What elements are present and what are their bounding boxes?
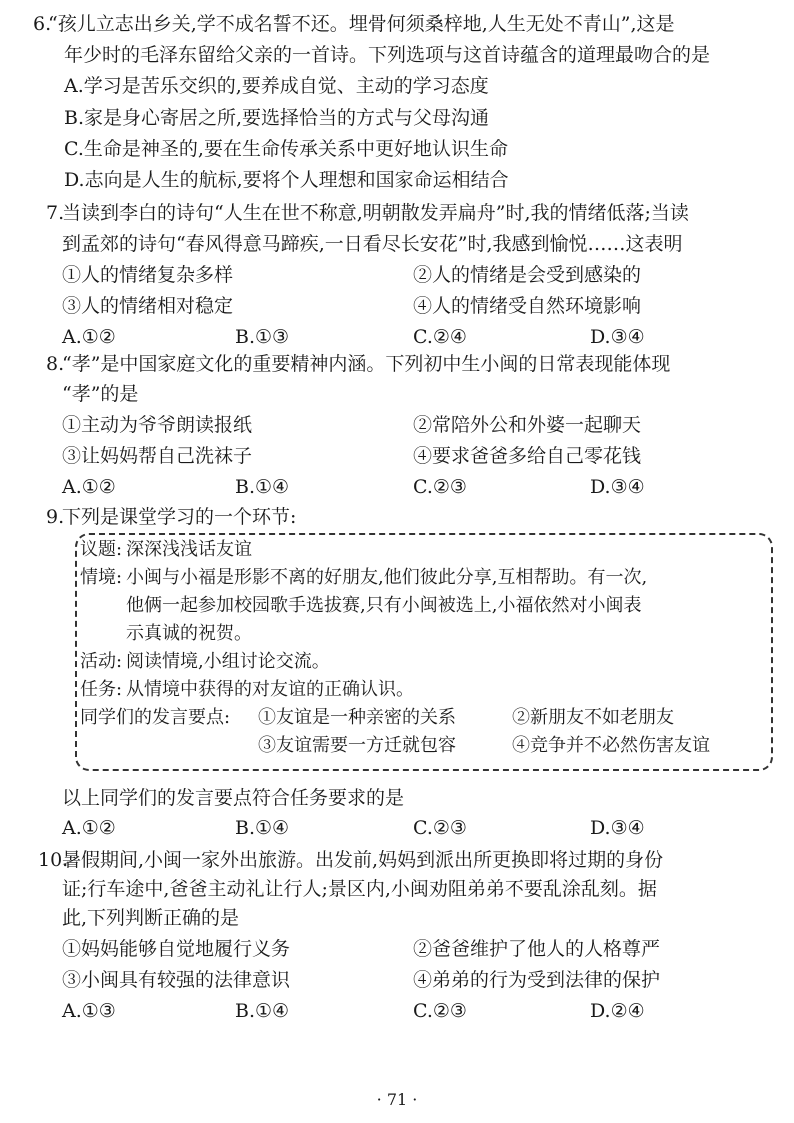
choice-c: C.②③ (413, 817, 467, 839)
choice-b: B.①④ (235, 1000, 290, 1022)
point: ④竞争并不必然伤害友谊 (512, 735, 710, 756)
question-stem: 当读到李白的诗句“人生在世不称意,明朝散发弄扁舟”时,我的情绪低落;当读 (62, 202, 689, 224)
question-stem: “孝”是中国家庭文化的重要精神内涵。下列初中生小闽的日常表现能体现 (62, 353, 671, 375)
choice-b: B.①③ (235, 326, 290, 348)
task-label: 任务: (80, 679, 123, 700)
statement: ①主动为爷爷朗读报纸 (62, 414, 253, 436)
question-stem: “孝”的是 (62, 383, 139, 405)
question-stem: 证;行车途中,爸爸主动礼让行人;景区内,小闽劝阻弟弟不要乱涂乱刻。据 (62, 878, 657, 900)
question-stem: 下列是课堂学习的一个环节: (62, 506, 297, 528)
situation-text: 小闽与小福是形影不离的好朋友,他们彼此分享,互相帮助。有一次, (126, 567, 648, 588)
option-d: D.志向是人生的航标,要将个人理想和国家命运相结合 (64, 169, 509, 191)
points-label: 同学们的发言要点: (80, 707, 231, 728)
choice-c: C.②④ (413, 326, 467, 348)
statement: ③人的情绪相对稳定 (62, 295, 234, 317)
point: ②新朋友不如老朋友 (512, 707, 674, 728)
topic: 深深浅浅话友谊 (126, 539, 252, 560)
page-number: · 71 · (376, 1090, 418, 1109)
statement: ②常陪外公和外婆一起聊天 (413, 414, 642, 436)
question-stem: 到孟郊的诗句“春风得意马蹄疾,一日看尽长安花”时,我感到愉悦……这表明 (62, 233, 683, 255)
option-c: C.生命是神圣的,要在生命传承关系中更好地认识生命 (64, 138, 508, 160)
question-stem: 此,下列判断正确的是 (62, 907, 240, 929)
question-stem: 年少时的毛泽东留给父亲的一首诗。下列选项与这首诗蕴含的道理最吻合的是 (64, 44, 711, 66)
statement: ④人的情绪受自然环境影响 (413, 295, 642, 317)
statement: ③让妈妈帮自己洗袜子 (62, 445, 253, 467)
choice-b: B.①④ (235, 476, 290, 498)
topic-label: 议题: (80, 539, 123, 560)
choice-c: C.②③ (413, 1000, 467, 1022)
question-stem: 暑假期间,小闽一家外出旅游。出发前,妈妈到派出所更换即将过期的身份 (62, 849, 664, 871)
statement: ①人的情绪复杂多样 (62, 264, 234, 286)
question-number: 6. (33, 13, 52, 35)
question-prompt: 以上同学们的发言要点符合任务要求的是 (62, 787, 405, 809)
activity-text: 阅读情境,小组讨论交流。 (126, 651, 330, 672)
question-number: 8. (46, 353, 65, 375)
choice-a: A.①③ (62, 1000, 116, 1022)
statement: ②爸爸维护了他人的人格尊严 (413, 938, 661, 960)
situation-text: 示真诚的祝贺。 (126, 623, 252, 644)
question-number: 7. (46, 202, 65, 224)
choice-d: D.②④ (590, 1000, 645, 1022)
statement: ④要求爸爸多给自己零花钱 (413, 445, 642, 467)
task-text: 从情境中获得的对友谊的正确认识。 (126, 679, 414, 700)
situation-label: 情境: (80, 567, 123, 588)
choice-c: C.②③ (413, 476, 467, 498)
statement: ①妈妈能够自觉地履行义务 (62, 938, 291, 960)
choice-d: D.③④ (590, 476, 645, 498)
question-number: 10. (38, 849, 69, 871)
choice-a: A.①② (62, 326, 116, 348)
choice-a: A.①② (62, 476, 116, 498)
option-b: B.家是身心寄居之所,要选择恰当的方式与父母沟通 (64, 107, 490, 129)
choice-a: A.①② (62, 817, 116, 839)
activity-label: 活动: (80, 651, 123, 672)
question-number: 9. (46, 506, 65, 528)
situation-text: 他俩一起参加校园歌手选拔赛,只有小闽被选上,小福依然对小闽表 (126, 595, 642, 616)
statement: ②人的情绪是会受到感染的 (413, 264, 642, 286)
question-stem: “孩儿立志出乡关,学不成名誓不还。埋骨何须桑梓地,人生无处不青山”,这是 (48, 13, 675, 35)
option-a: A.学习是苦乐交织的,要养成自觉、主动的学习态度 (64, 75, 489, 97)
statement: ④弟弟的行为受到法律的保护 (413, 969, 661, 991)
choice-b: B.①④ (235, 817, 290, 839)
statement: ③小闽具有较强的法律意识 (62, 969, 291, 991)
choice-d: D.③④ (590, 817, 645, 839)
point: ①友谊是一种亲密的关系 (258, 707, 456, 728)
choice-d: D.③④ (590, 326, 645, 348)
point: ③友谊需要一方迁就包容 (258, 735, 456, 756)
